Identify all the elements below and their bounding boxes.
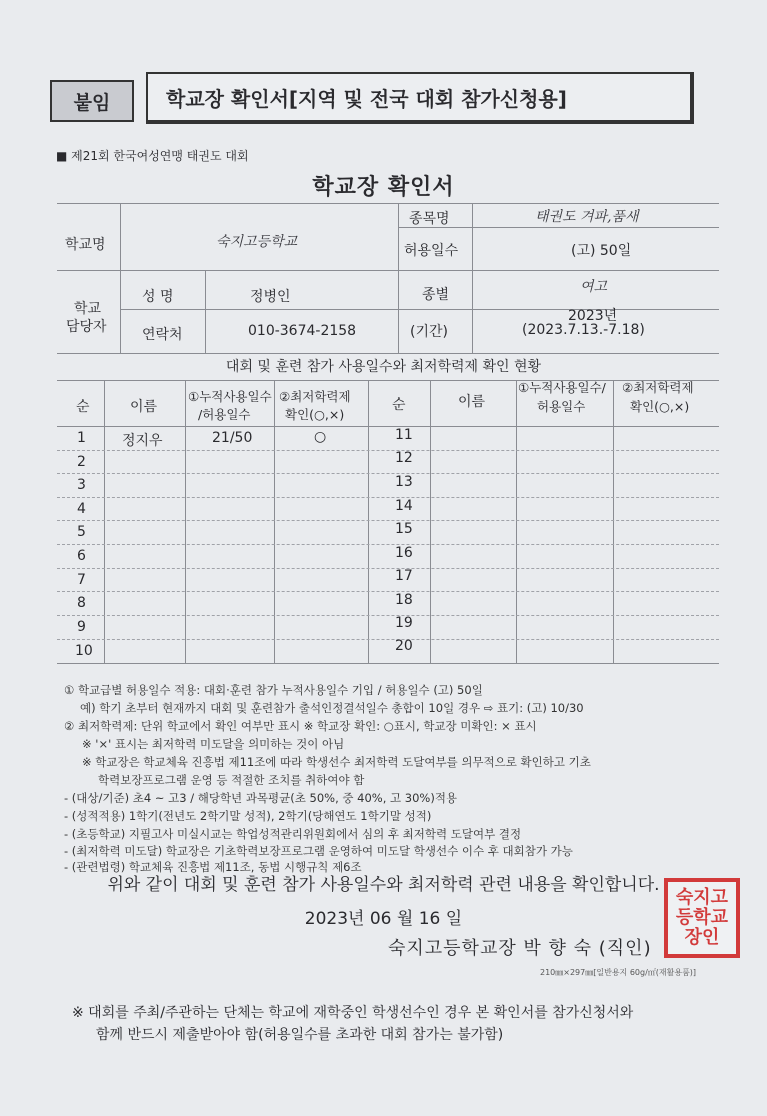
table-row: 8 — [77, 595, 86, 611]
table-row: 6 — [77, 548, 86, 564]
note-line: ※ 학교장은 학교체육 진흥법 제11조에 따라 학생선수 최저학력 도달여부를 의무적으로 확인하고 기초 — [82, 755, 591, 769]
document-title: 학교장 확인서[지역 및 전국 대회 참가신청용] — [166, 86, 567, 111]
table-row: 12 — [395, 450, 413, 466]
col-check-right-1: ②최저학력제 — [622, 380, 694, 395]
note-line: - (대상/기준) 초4 ~ 고3 / 해당학년 과목평균(초 50%, 중 40%, 고 30%)적용 — [64, 791, 458, 805]
allowed-days-label: 허용일수 — [404, 243, 459, 259]
table-row: 15 — [395, 521, 413, 537]
table-section-title: 대회 및 훈련 참가 사용일수와 최저학력제 확인 현황 — [225, 359, 542, 375]
table-row: 16 — [395, 545, 413, 561]
row-check: ○ — [314, 429, 327, 445]
manager-label-line2: 담당자 — [66, 319, 107, 335]
col-check-left-1: ②최저학력제 — [279, 389, 351, 404]
manager-name: 정병인 — [250, 289, 291, 305]
col-name-left: 이름 — [130, 399, 158, 415]
table-row: 13 — [395, 474, 413, 490]
note-line: - (관련법령) 학교체육 진흥법 제11조, 동법 시행규칙 제6조 — [64, 860, 362, 874]
official-seal: 숙지고등학교장인 — [664, 878, 740, 958]
table-row: 20 — [395, 638, 413, 654]
col-name-right: 이름 — [458, 394, 486, 410]
table-row: 7 — [77, 572, 86, 588]
row-name: 정지우 — [122, 433, 163, 449]
col-check-left-2: 확인(○,×) — [285, 407, 345, 422]
table-row: 2 — [77, 454, 86, 470]
category-label: 종별 — [422, 287, 450, 303]
note-line: - (최저학력 미도달) 학교장은 기초학력보장프로그램 운영하여 미도달 학생선수 이수 후 대회참가 가능 — [64, 844, 573, 858]
confirmation-statement: 위와 같이 대회 및 훈련 참가 사용일수와 최저학력 관련 내용을 확인합니다. — [107, 875, 660, 895]
period-range: (2023.7.13.-7.18) — [522, 322, 645, 338]
note-line: ② 최저학력제: 단위 학교에서 확인 여부만 표시 ※ 학교장 확인: ○표시, 학교장 미확인: × 표시 — [64, 719, 537, 733]
table-row: 18 — [395, 592, 413, 608]
note-line: - (성적적용) 1학기(전년도 2학기말 성적), 2학기(당해연도 1학기말 성적) — [64, 809, 432, 823]
table-row: 3 — [77, 477, 86, 493]
bottom-note-line2: 함께 반드시 제출받아야 함(허용일수를 초과한 대회 참가는 불가함) — [96, 1027, 504, 1043]
note-line: ※ '×' 표시는 최저학력 미도달을 의미하는 것이 아님 — [82, 737, 345, 751]
table-row: 10 — [75, 643, 93, 659]
table-row: 11 — [395, 427, 413, 443]
event-type-value: 태권도 겨파,품새 — [535, 209, 639, 225]
attachment-tag: 붙임 — [50, 80, 134, 122]
contact-value: 010-3674-2158 — [248, 323, 357, 339]
school-value: 숙지고등학교 — [216, 234, 298, 250]
table-row: 19 — [395, 615, 413, 631]
allowed-days-value: (고) 50일 — [571, 243, 632, 259]
principal-signature: 숙지고등학교장 박 향 숙 (직인) — [388, 938, 652, 959]
contact-label: 연락처 — [142, 327, 183, 343]
table-row: 17 — [395, 568, 413, 584]
table-row: 5 — [77, 524, 86, 540]
table-row: 9 — [77, 619, 86, 635]
school-label: 학교명 — [65, 237, 106, 253]
row-days: 21/50 — [212, 430, 253, 446]
row-no: 1 — [77, 430, 86, 446]
manager-label-line1: 학교 — [74, 301, 102, 317]
note-line: ① 학교급별 허용일수 적용: 대회·훈련 참가 누적사용일수 기입 / 허용일수 (고) 50일 — [64, 683, 483, 697]
note-line: 학력보장프로그램 운영 등 적절한 조치를 취하여야 함 — [98, 773, 365, 787]
col-check-right-2: 확인(○,×) — [630, 399, 690, 414]
event-name: ■ 제21회 한국여성연맹 태권도 대회 — [56, 149, 249, 163]
document-title-box — [146, 72, 694, 124]
bottom-note-line1: ※ 대회를 주최/주관하는 단체는 학교에 재학중인 학생선수인 경우 본 확인서를 참가신청서와 — [72, 1005, 634, 1021]
col-days-left-2: /허용일수 — [198, 407, 251, 422]
col-no-left: 순 — [76, 399, 90, 415]
col-days-right-1: ①누적사용일수/ — [518, 380, 606, 395]
note-line: 예) 학기 초부터 현재까지 대회 및 훈련참가 출석인정결석일수 총합이 10일 경우 ⇨ 표기: (고) 10/30 — [80, 701, 584, 715]
table-row: 14 — [395, 498, 413, 514]
issue-date: 2023년 06 월 16 일 — [304, 909, 463, 929]
table-row: 4 — [77, 501, 86, 517]
name-label: 성 명 — [142, 289, 174, 305]
category-value: 여고 — [580, 279, 608, 295]
event-type-label: 종목명 — [409, 211, 450, 227]
col-no-right: 순 — [392, 397, 406, 413]
note-line: - (초등학교) 지필고사 미실시교는 학업성적관리위원회에서 심의 후 최저학력 도달여부 결정 — [64, 827, 522, 841]
period-label: (기간) — [410, 324, 448, 340]
page-title: 학교장 확인서 — [312, 175, 455, 200]
period-year: 2023년 — [568, 308, 618, 324]
col-days-left-1: ①누적사용일수 — [188, 389, 272, 404]
paper-spec: 210㎜×297㎜[일반용지 60g/㎡(재활용품)] — [540, 968, 697, 977]
col-days-right-2: 허용일수 — [537, 399, 586, 414]
